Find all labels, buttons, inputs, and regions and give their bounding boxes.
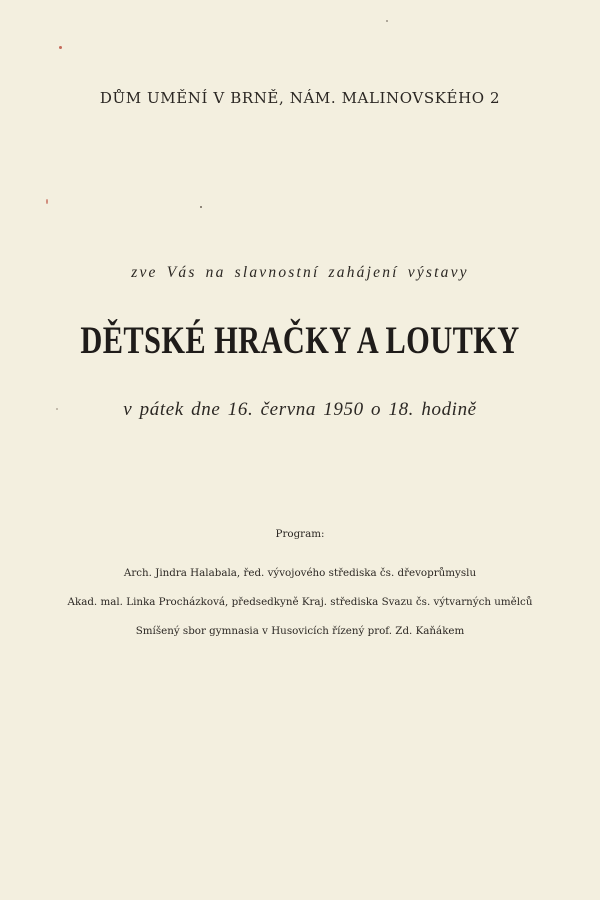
paper-speck bbox=[59, 46, 62, 49]
invitation-text: zve Vás na slavnostní zahájení výstavy bbox=[131, 264, 469, 281]
program-item: Arch. Jindra Halabala, řed. vývojového střediska čs. dřevoprůmyslu bbox=[123, 567, 477, 579]
paper-speck bbox=[200, 206, 202, 208]
program-item: Akad. mal. Linka Procházková, předsedkyně Kraj. střediska Svazu čs. výtvarných umělců bbox=[67, 596, 533, 608]
event-date-time: v pátek dne 16. června 1950 o 18. hodině bbox=[123, 399, 477, 420]
program-label: Program: bbox=[275, 528, 325, 540]
exhibition-title: DĚTSKÉ HRAČKY A LOUTKY bbox=[80, 319, 520, 362]
paper-speck bbox=[56, 408, 58, 410]
venue-header: DŮM UMĚNÍ V BRNĚ, NÁM. MALINOVSKÉHO 2 bbox=[99, 89, 501, 107]
program-item: Smíšený sbor gymnasia v Husovicích řízený prof. Zd. Kaňákem bbox=[135, 625, 465, 637]
paper-speck bbox=[386, 20, 388, 22]
paper-speck bbox=[46, 199, 48, 204]
